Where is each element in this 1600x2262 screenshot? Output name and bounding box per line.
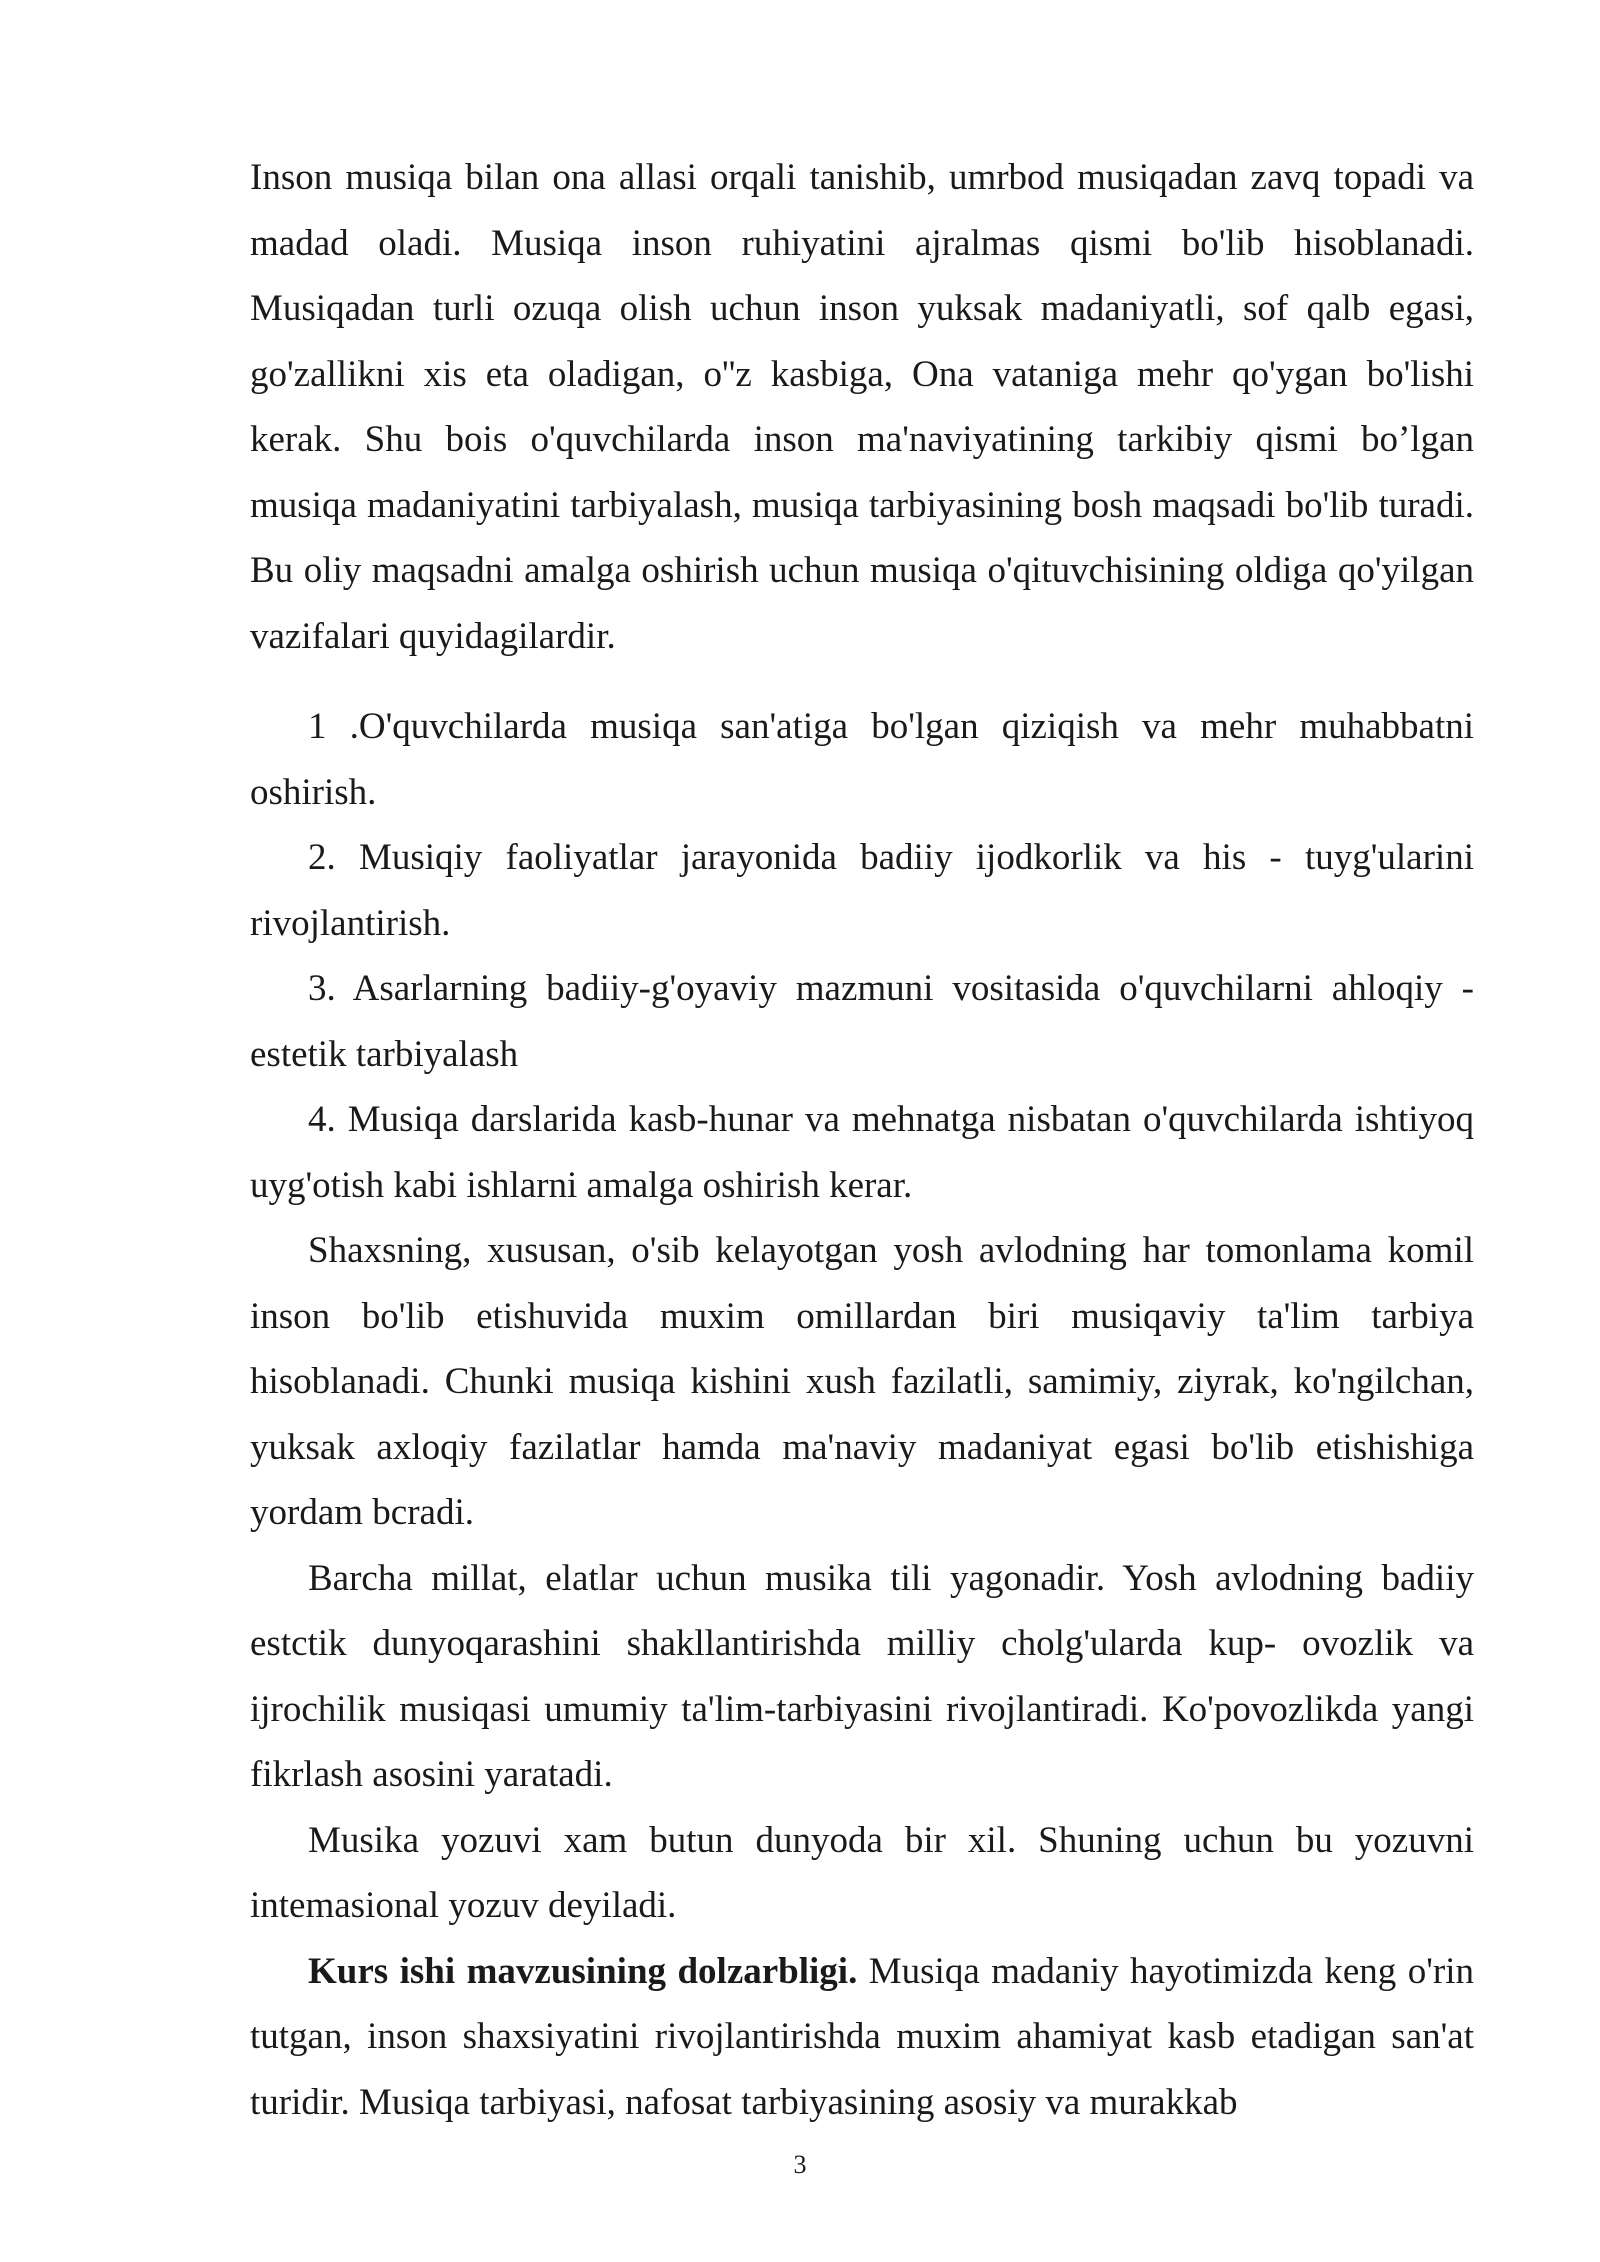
paragraph-dolzarbligi-text: Musiqa madaniy hayotimizda keng o'rin tutgan, inson shaxsiyatini rivojlantirishda muxim ahamiyat kasb etadigan san'at turidir. Musiqa tarbiyasi, nafosat tarbiyasining asosiy va murakkab: [250, 1950, 1474, 2123]
paragraph-barcha: Barcha millat, elatlar uchun musika tili yagonadir. Yosh avlodning badiiy estctik dunyoqarashini shakllantirishda milliy cholg'ularda kup- ovozlik va ijrochilik musiqasi umumiy ta'lim-tarbiyasini rivojlantiradi. Ko'povozlikda yangi fikrlash asosini yaratadi.: [250, 1557, 1474, 1795]
list-item-2: 2. Musiqiy faoliyatlar jarayonida badiiy ijodkorlik va his - tuyg'ularini rivojlantirish.: [250, 837, 1474, 944]
section-heading-inline: Kurs ishi mavzusining dolzarbligi.: [308, 1950, 858, 1992]
paragraph-shaxsning: Shaxsning, xususan, o'sib kelayotgan yosh avlodning har tomonlama komil inson bo'lib etishuvida muxim omillardan biri musiqaviy ta'lim tarbiya hisoblanadi. Chunki musiqa kishini xush fazilatli, samimiy, ziyrak, ko'ngilchan, yuksak axloqiy fazilatlar hamda ma'naviy madaniyat egasi bo'lib etishishiga yordam bcradi.: [250, 1230, 1474, 1533]
paragraph-intro: Inson musiqa bilan ona allasi orqali tanishib, umrbod musiqadan zavq topadi va madad oladi. Musiqa inson ruhiyatini ajralmas qismi bo'lib hisoblanadi. Musiqadan turli ozuqa olish uchun inson yuksak madaniyatli, sof qalb egasi, go'zallikni xis eta oladigan, o''z kasbiga, Ona vataniga mehr qo'ygan bo'lishi kerak. Shu bois o'quvchilarda inson ma'naviyatining tarkibiy qismi bo’lgan musiqa madaniyatini tarbiyalash, musiqa tarbiyasining bosh maqsadi bo'lib turadi. Bu oliy maqsadni amalga oshirish uchun musiqa o'qituvchisining oldiga qo'yilgan vazifalari quyidagilardir.: [250, 157, 1474, 657]
list-item-4: 4. Musiqa darslarida kasb-hunar va mehnatga nisbatan o'quvchilarda ishtiyoq uyg'otish kabi ishlarni amalga oshirish kerar.: [250, 1099, 1474, 1206]
body-text: [250, 145, 1474, 2135]
page-number: 3: [793, 2150, 807, 2179]
paragraph-musika-yozuvi: Musika yozuvi xam butun dunyoda bir xil. Shuning uchun bu yozuvni intemasional yozuv deyiladi.: [250, 1819, 1474, 1926]
list-item-3: 3. Asarlarning badiiy-g'oyaviy mazmuni vositasida o'quvchilarni ahloqiy - estetik tarbiyalash: [250, 968, 1474, 1075]
paragraph-dolzarbligi: [250, 1939, 1474, 2136]
list-item-1: 1 .O'quvchilarda musiqa san'atiga bo'lgan qiziqish va mehr muhabbatni oshirish.: [250, 706, 1474, 813]
